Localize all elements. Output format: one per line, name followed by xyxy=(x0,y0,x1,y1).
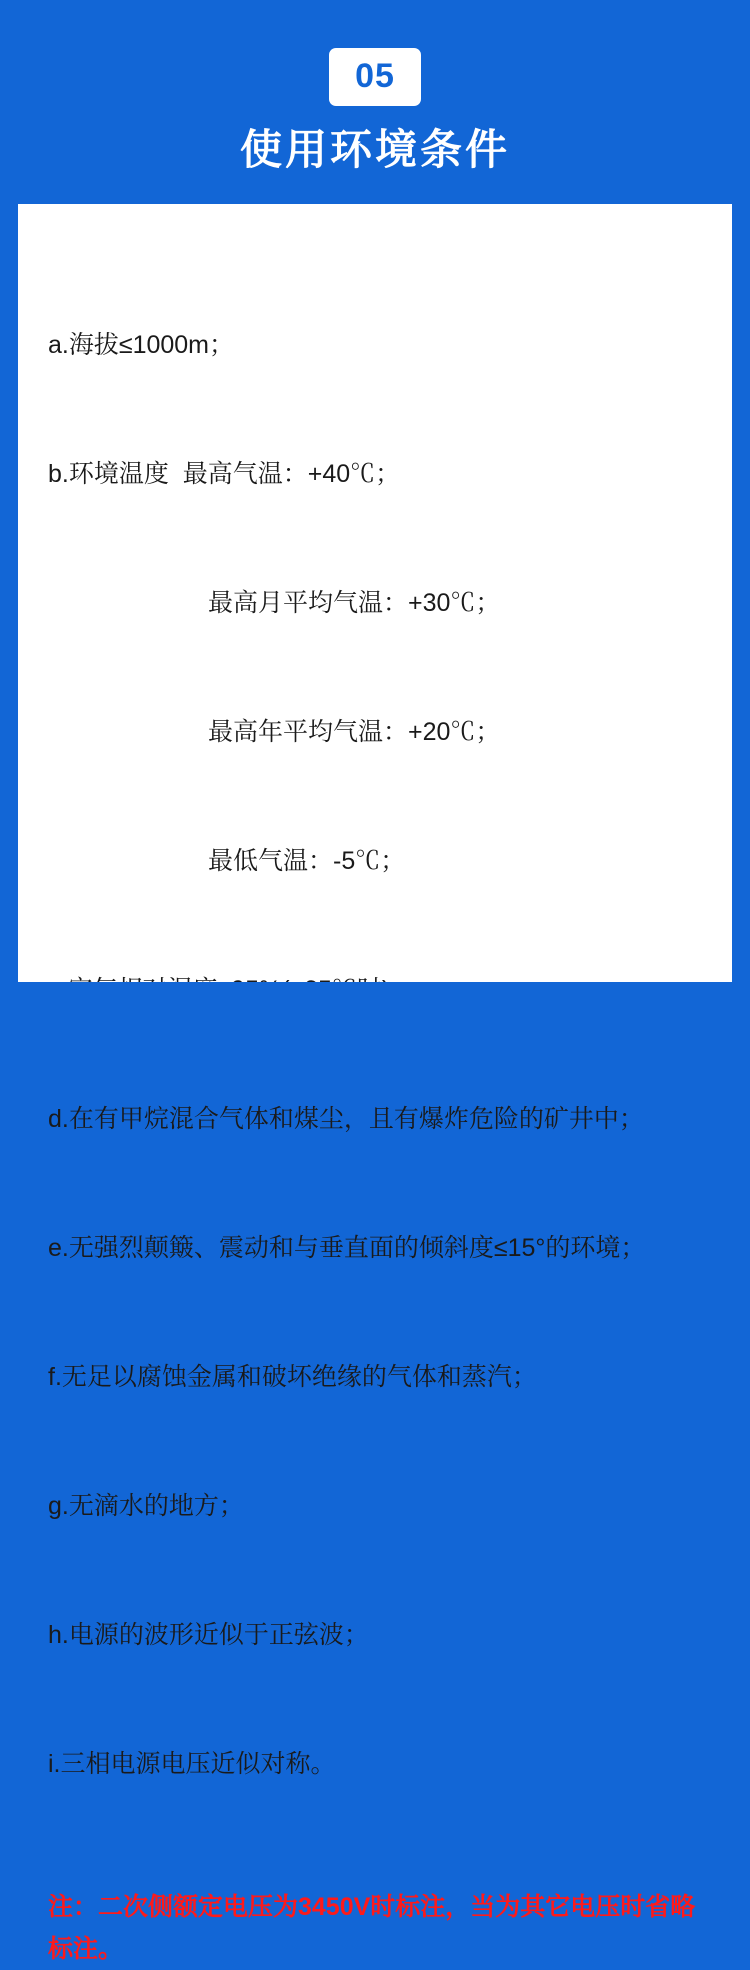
condition-list xyxy=(48,238,702,1872)
list-item: b.环境温度 最高气温：+40℃； xyxy=(48,460,401,488)
list-item: 最高月平均气温：+30℃； xyxy=(208,589,501,617)
section-number-badge: 05 xyxy=(329,48,421,106)
content-card xyxy=(18,204,732,1963)
list-item: h.电源的波形近似于正弦波； xyxy=(48,1621,369,1649)
list-item: g.无滴水的地方； xyxy=(48,1492,244,1520)
list-item: 最低气温：-5℃； xyxy=(208,847,406,875)
note-text: 注：二次侧额定电压为3450V时标注，当为其它电压时省略标注。 xyxy=(48,1893,696,1963)
list-item: d.在有甲烷混合气体和煤尘，且有爆炸危险的矿井中； xyxy=(48,1105,644,1133)
list-item: a.海拔≤1000m； xyxy=(48,331,235,359)
page-header xyxy=(0,0,750,174)
footer-strip xyxy=(0,982,750,1020)
list-item: e.无强烈颠簸、震动和与垂直面的倾斜度≤15°的环境； xyxy=(48,1234,646,1262)
list-item: i.三相电源电压近似对称。 xyxy=(48,1750,336,1778)
list-item: f.无足以腐蚀金属和破坏绝缘的气体和蒸汽； xyxy=(48,1363,537,1391)
page-title: 使用环境条件 xyxy=(239,128,510,174)
list-item: 最高年平均气温：+20℃； xyxy=(208,718,501,746)
